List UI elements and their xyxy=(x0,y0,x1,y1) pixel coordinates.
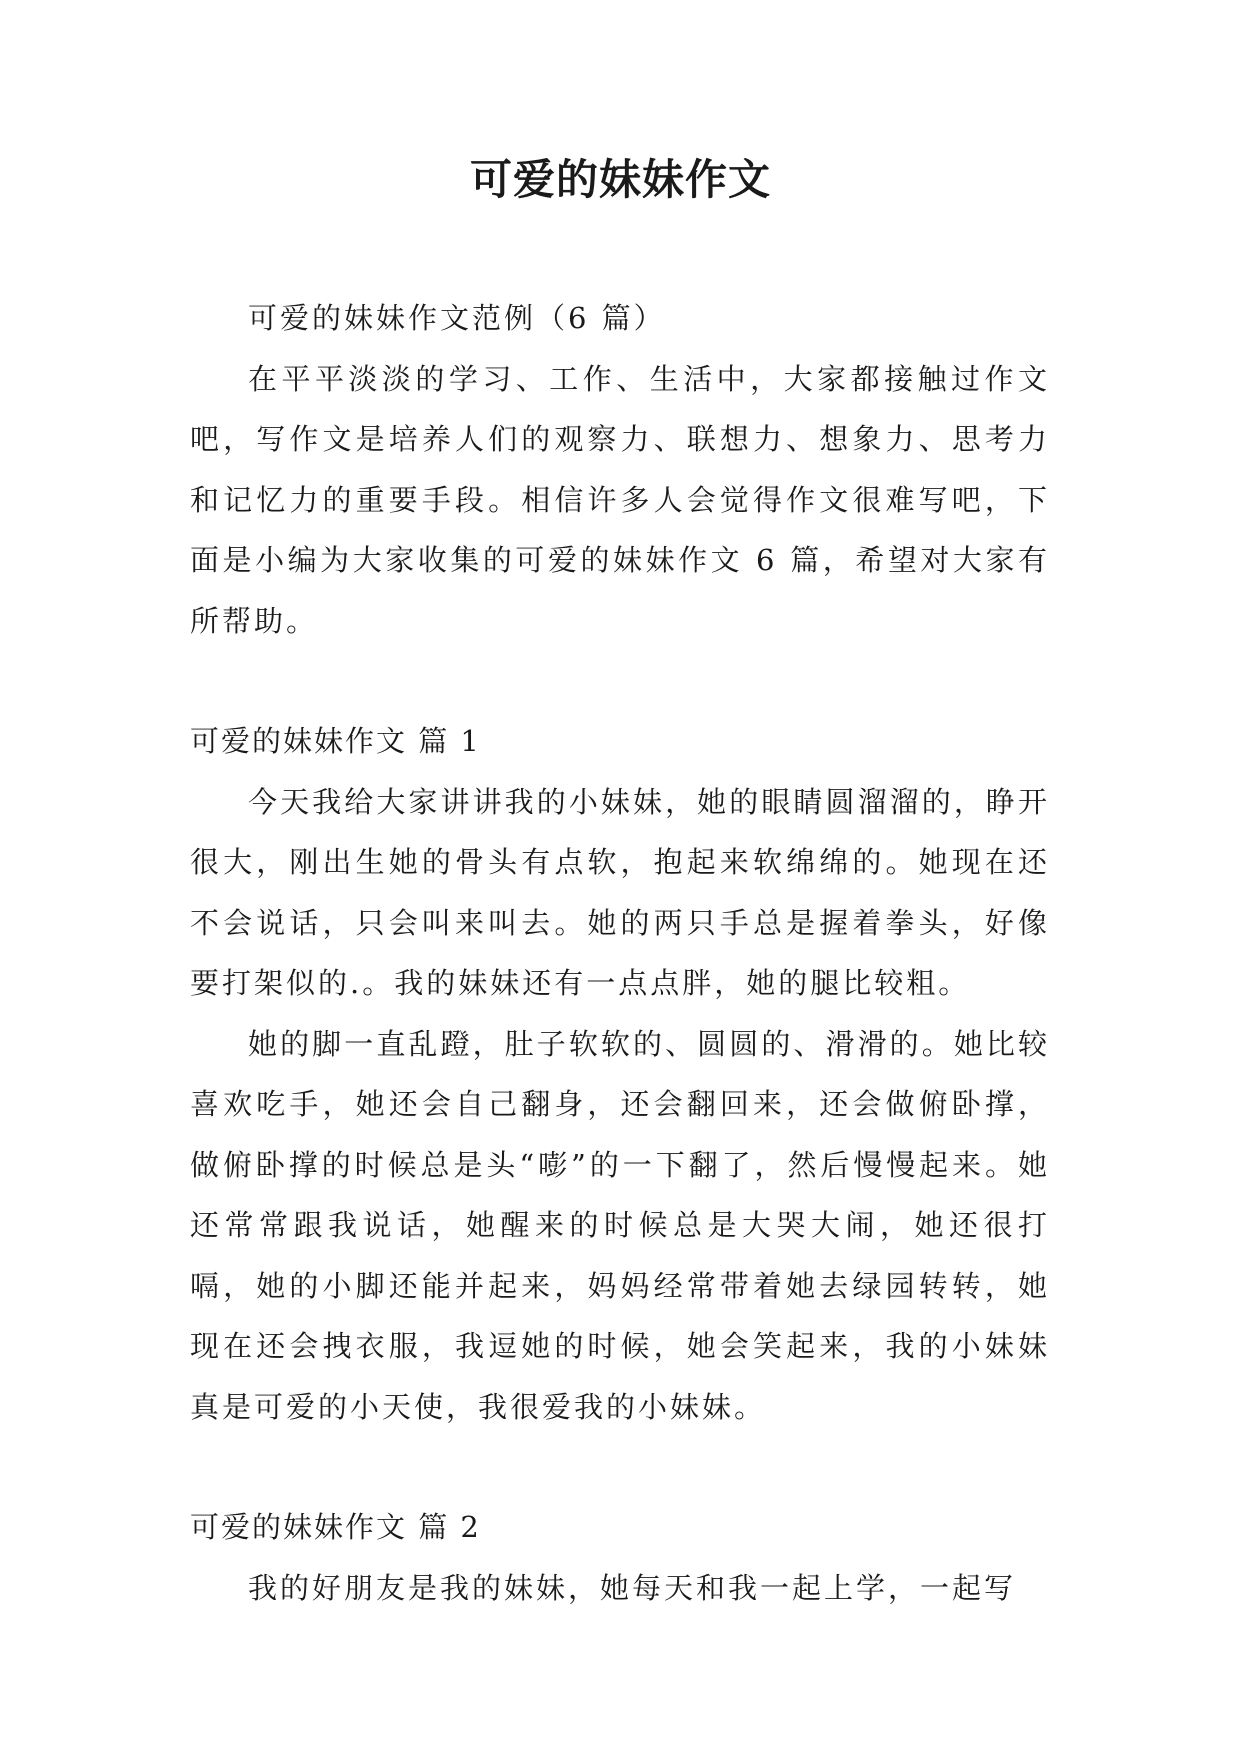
section-1 xyxy=(190,711,1050,1437)
section-paragraph: 今天我给大家讲讲我的小妹妹，她的眼睛圆溜溜的，睁开很大，刚出生她的骨头有点软，抱起来软绵绵的。她现在还不会说话，只会叫来叫去。她的两只手总是握着拳头，好像要打架似的.。我的妹妹还有一点点胖，她的腿比较粗。 xyxy=(190,784,1050,1000)
section-paragraph: 我的好朋友是我的妹妹，她每天和我一起上学，一起写 xyxy=(248,1570,1017,1605)
section-paragraph: 她的脚一直乱蹬，肚子软软的、圆圆的、滑滑的。她比较喜欢吃手，她还会自己翻身，还会翻回来，还会做俯卧撑，做俯卧撑的时候总是头“嘭”的一下翻了，然后慢慢起来。她还常常跟我说话，她醒来的时候总是大哭大闹，她还很打嗝，她的小脚还能并起来，妈妈经常带着她去绿园转转，她现在还会拽衣服，我逗她的时候，她会笑起来，我的小妹妹真是可爱的小天使，我很爱我的小妹妹。 xyxy=(190,1026,1050,1424)
document-title: 可爱的妹妹作文 xyxy=(469,155,771,204)
document-body xyxy=(190,288,1050,1618)
section-heading: 可爱的妹妹作文 篇 1 xyxy=(190,724,481,758)
section-2 xyxy=(190,1497,1050,1618)
intro-paragraph: 在平平淡淡的学习、工作、生活中，大家都接触过作文吧，写作文是培养人们的观察力、联想力、想象力、思考力和记忆力的重要手段。相信许多人会觉得作文很难写吧，下面是小编为大家收集的可爱的妹妹作文 6 篇，希望对大家有所帮助。 xyxy=(190,361,1050,638)
document-subtitle: 可爱的妹妹作文范例（6 篇） xyxy=(248,301,666,335)
section-heading: 可爱的妹妹作文 篇 2 xyxy=(190,1510,481,1544)
